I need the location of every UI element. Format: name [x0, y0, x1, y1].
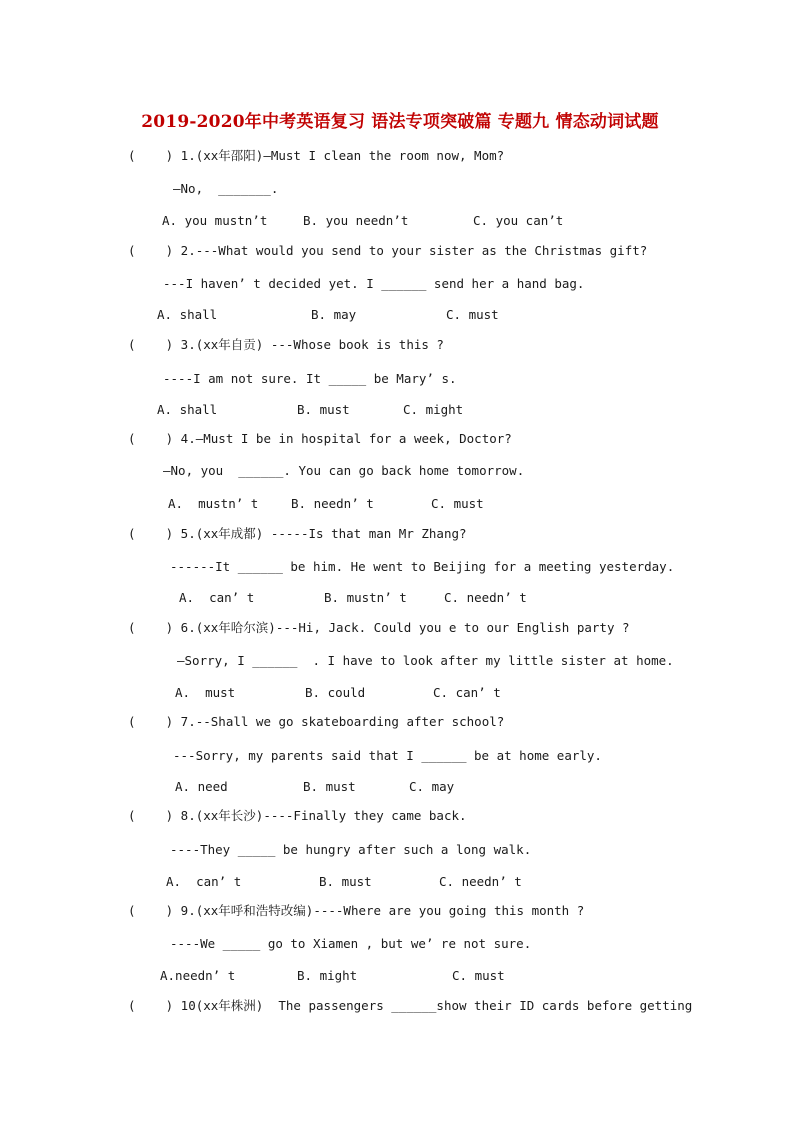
question-8-option-c: C. needn’ t: [439, 874, 522, 889]
question-7-option-a: A. need: [175, 779, 228, 794]
question-9-option-b: B. might: [297, 968, 358, 983]
question-2-reply: ---I haven’ t decided yet. I ______ send her a hand bag.: [163, 276, 585, 291]
question-4-option-b: B. needn’ t: [291, 496, 374, 511]
question-1-reply: —No, _______.: [173, 181, 279, 196]
question-8-option-a: A. can’ t: [166, 874, 242, 889]
question-8-option-b: B. must: [319, 874, 372, 889]
question-3-option-a: A. shall: [157, 402, 218, 417]
question-5-stem: ( ) 5.(xx年成都) -----Is that man Mr Zhang?: [128, 526, 467, 541]
question-1-option-c: C. you can’t: [473, 213, 564, 228]
question-6-option-a: A. must: [175, 685, 236, 700]
question-7-option-b: B. must: [303, 779, 356, 794]
question-9-reply: ----We _____ go to Xiamen , but we’ re not sure.: [170, 936, 532, 951]
question-2-option-b: B. may: [311, 307, 357, 322]
question-5-reply: ------It ______ be him. He went to Beijing for a meeting yesterday.: [170, 559, 675, 574]
question-8-stem: ( ) 8.(xx年长沙)----Finally they came back.: [128, 808, 467, 823]
question-10-stem: ( ) 10(xx年株洲) The passengers ______show their ID cards before getting: [128, 998, 693, 1013]
question-5-option-b: B. mustn’ t: [324, 590, 407, 605]
question-7-option-c: C. may: [409, 779, 455, 794]
question-5-option-a: A. can’ t: [179, 590, 255, 605]
question-1-option-b: B. you needn’t: [303, 213, 409, 228]
question-3-option-c: C. might: [403, 402, 464, 417]
question-7-reply: ---Sorry, my parents said that I ______ be at home early.: [173, 748, 602, 763]
question-2-option-c: C. must: [446, 307, 499, 322]
question-2-option-a: A. shall: [157, 307, 218, 322]
question-6-reply: —Sorry, I ______ . I have to look after my little sister at home.: [177, 653, 674, 668]
question-3-option-b: B. must: [297, 402, 350, 417]
question-3-reply: ----I am not sure. It _____ be Mary’ s.: [163, 371, 457, 386]
question-2-stem: ( ) 2.---What would you send to your sister as the Christmas gift?: [128, 243, 648, 258]
question-9-option-c: C. must: [452, 968, 505, 983]
question-9-stem: ( ) 9.(xx年呼和浩特改编)----Where are you going this month ?: [128, 903, 585, 918]
question-6-stem: ( ) 6.(xx年哈尔滨)---Hi, Jack. Could you e to our English party ?: [128, 620, 630, 635]
question-4-stem: ( ) 4.—Must I be in hospital for a week, Doctor?: [128, 431, 512, 446]
question-4-option-a: A. mustn’ t: [168, 496, 259, 511]
question-6-option-c: C. can’ t: [433, 685, 501, 700]
question-1-stem: ( ) 1.(xx年邵阳)—Must I clean the room now, Mom?: [128, 148, 505, 163]
question-7-stem: ( ) 7.--Shall we go skateboarding after school?: [128, 714, 505, 729]
question-6-option-b: B. could: [305, 685, 366, 700]
question-3-stem: ( ) 3.(xx年自贡) ---Whose book is this ?: [128, 337, 444, 352]
question-4-option-c: C. must: [431, 496, 484, 511]
document-title: 2019-2020年中考英语复习 语法专项突破篇 专题九 情态动词试题: [141, 112, 659, 132]
question-4-reply: —No, you ______. You can go back home tomorrow.: [163, 463, 525, 478]
question-1-option-a: A. you mustn’t: [162, 213, 268, 228]
question-9-option-a: A.needn’ t: [160, 968, 236, 983]
question-5-option-c: C. needn’ t: [444, 590, 527, 605]
question-8-reply: ----They _____ be hungry after such a long walk.: [170, 842, 532, 857]
